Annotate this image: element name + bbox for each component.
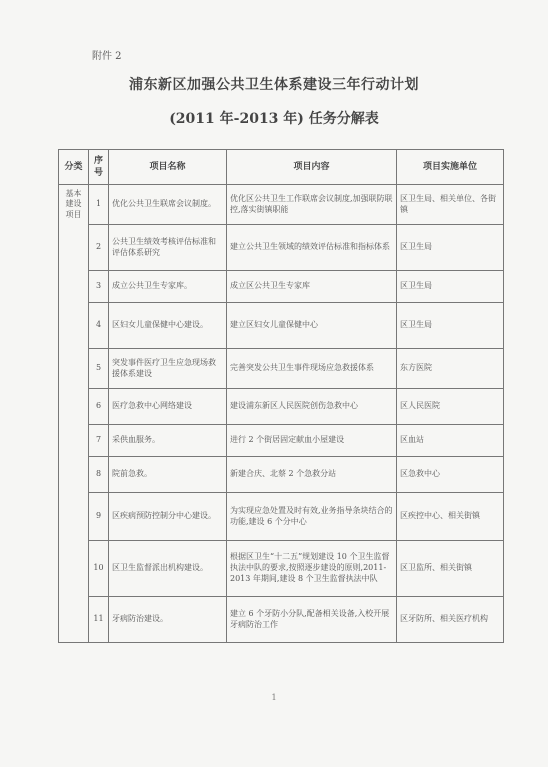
project-unit: 区牙防所、相关医疗机构	[397, 597, 504, 643]
table-row	[59, 185, 504, 225]
project-content: 进行 2 个街居固定献血小屋建设	[227, 425, 397, 457]
header-project-content: 项目内容	[227, 150, 397, 185]
project-content: 成立区公共卫生专家库	[227, 271, 397, 303]
row-number: 4	[89, 303, 109, 349]
project-name: 突发事件医疗卫生应急现场救援体系建设	[109, 349, 227, 389]
row-number: 5	[89, 349, 109, 389]
category-cell	[59, 185, 89, 643]
project-name: 成立公共卫生专家库。	[109, 271, 227, 303]
table-row	[59, 271, 504, 303]
project-name: 区疾病预防控制分中心建设。	[109, 493, 227, 541]
row-number: 7	[89, 425, 109, 457]
project-name: 牙病防治建设。	[109, 597, 227, 643]
document-subtitle: (2011 年-2013 年) 任务分解表	[169, 111, 379, 127]
project-unit: 区卫生局	[397, 225, 504, 271]
project-name: 区卫生监督派出机构建设。	[109, 541, 227, 597]
header-category: 分类	[59, 150, 89, 185]
project-content: 建立 6 个牙防小分队,配备相关设备,入校开展牙病防治工作	[227, 597, 397, 643]
table-row	[59, 349, 504, 389]
project-name: 医疗急救中心网络建设	[109, 389, 227, 425]
row-number: 10	[89, 541, 109, 597]
row-number: 9	[89, 493, 109, 541]
table-row	[59, 225, 504, 271]
row-number: 2	[89, 225, 109, 271]
row-number: 11	[89, 597, 109, 643]
row-number: 1	[89, 185, 109, 225]
table-header-row	[59, 150, 504, 185]
project-unit: 区人民医院	[397, 389, 504, 425]
project-name: 优化公共卫生联席会议制度。	[109, 185, 227, 225]
project-content: 建立区妇女儿童保健中心	[227, 303, 397, 349]
table-row	[59, 303, 504, 349]
project-unit: 区血站	[397, 425, 504, 457]
page-number: 1	[271, 693, 277, 702]
row-number: 6	[89, 389, 109, 425]
attachment-label: 附件 2	[92, 51, 122, 62]
header-unit: 项目实施单位	[397, 150, 504, 185]
table-row	[59, 457, 504, 493]
project-name: 区妇女儿童保健中心建设。	[109, 303, 227, 349]
table-row	[59, 597, 504, 643]
project-content: 根据区卫生“十二五”规划建设 10 个卫生监督执法中队的要求,按照逐步建设的原则,2011-2013 年期间,建设 8 个卫生监督执法中队	[227, 541, 397, 597]
project-content: 完善突发公共卫生事件现场应急救援体系	[227, 349, 397, 389]
project-name: 公共卫生绩效考核评估标准和评估体系研究	[109, 225, 227, 271]
project-content: 新建合庆、北蔡 2 个急救分站	[227, 457, 397, 493]
project-unit: 区卫生局、相关单位、各街镇	[397, 185, 504, 225]
project-content: 建立公共卫生领域的绩效评估标准和指标体系	[227, 225, 397, 271]
document-title: 浦东新区加强公共卫生体系建设三年行动计划	[129, 77, 419, 93]
header-number: 序号	[89, 150, 109, 185]
table-row	[59, 389, 504, 425]
project-unit: 东方医院	[397, 349, 504, 389]
task-table	[58, 149, 504, 643]
project-unit: 区卫生局	[397, 303, 504, 349]
project-unit: 区卫监所、相关街镇	[397, 541, 504, 597]
header-project-name: 项目名称	[109, 150, 227, 185]
project-name: 院前急救。	[109, 457, 227, 493]
table-row	[59, 493, 504, 541]
project-content: 建设浦东新区人民医院创伤急救中心	[227, 389, 397, 425]
project-unit: 区急救中心	[397, 457, 504, 493]
project-content: 为实现应急处置及时有效,业务指导条块结合的功能,建设 6 个分中心	[227, 493, 397, 541]
category-label: 基本建设项目	[65, 189, 82, 219]
row-number: 8	[89, 457, 109, 493]
row-number: 3	[89, 271, 109, 303]
table-row	[59, 425, 504, 457]
project-content: 优化区公共卫生工作联席会议制度,加强联防联控,落实街镇职能	[227, 185, 397, 225]
project-unit: 区疾控中心、相关街镇	[397, 493, 504, 541]
project-unit: 区卫生局	[397, 271, 504, 303]
project-name: 采供血服务。	[109, 425, 227, 457]
table-row	[59, 541, 504, 597]
